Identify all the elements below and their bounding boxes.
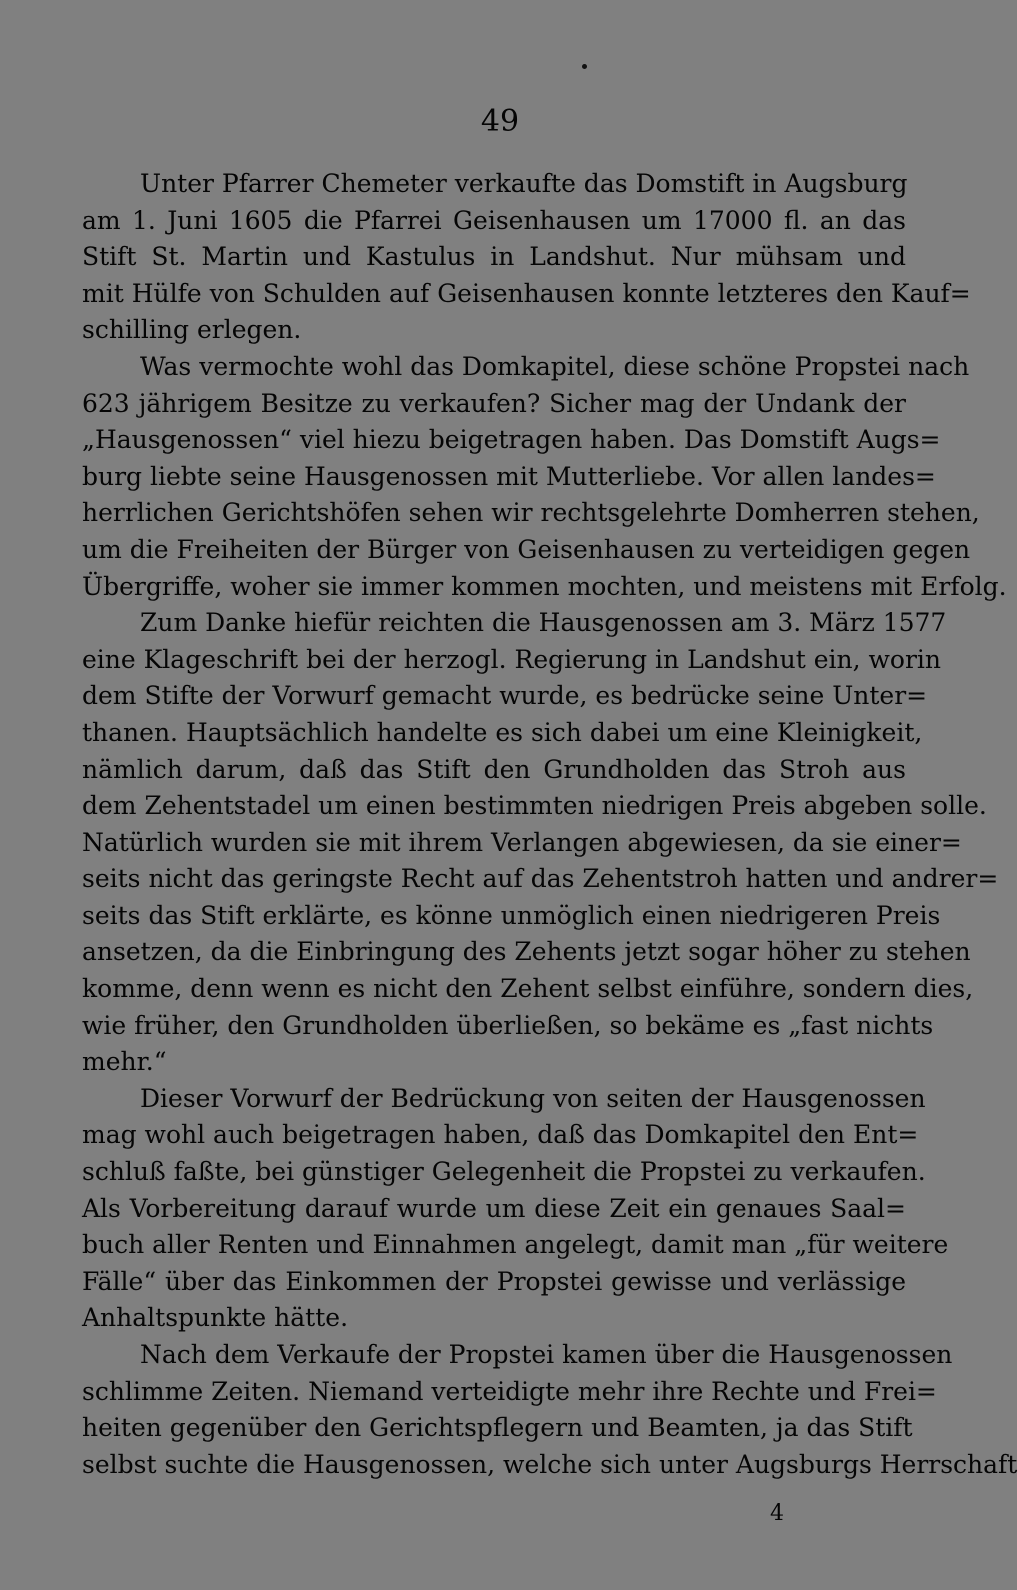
text-line: Nach dem Verkaufe der Propstei kamen über die Hausgenossen (140, 1340, 953, 1369)
text-line: schlimme Zeiten. Niemand verteidigte mehr ihre Rechte und Frei= (82, 1376, 937, 1406)
text-line: schluß faßte, bei günstiger Gelegenheit die Propstei zu verkaufen. (82, 1157, 926, 1187)
page-number: 49 (480, 104, 520, 139)
text-line: selbst suchte die Hausgenossen, welche sich unter Augsburgs Herrschaft (82, 1449, 1017, 1479)
text-line: herrlichen Gerichtshöfen sehen wir rechtsgelehrte Domherren stehen, (82, 498, 980, 528)
text-line: Dieser Vorwurf der Bedrückung von seiten der Hausgenossen (140, 1083, 926, 1113)
text-line: Unter Pfarrer Chemeter verkaufte das Domstift in Augsburg (140, 169, 908, 198)
text-line: seits das Stift erklärte, es könne unmöglich einen niedrigeren Preis (82, 900, 941, 930)
text-line: thanen. Hauptsächlich handelte es sich dabei um eine Kleinigkeit, (82, 717, 923, 747)
text-line: Zum Danke hiefür reichten die Hausgenossen am 3. März 1577 (140, 608, 947, 638)
text-line: mehr.“ (82, 1047, 167, 1077)
text-line: Als Vorbereitung darauf wurde um diese Zeit ein genaues Saal= (82, 1193, 906, 1223)
text-line: dem Zehentstadel um einen bestimmten niedrigen Preis abgeben solle. (82, 791, 987, 821)
text-line: Anhaltspunkte hätte. (82, 1303, 349, 1333)
ink-speck (582, 64, 587, 69)
text-line: am 1. Juni 1605 die Pfarrei Geisenhausen um 17000 fl. an das (82, 205, 906, 235)
paragraph (82, 1337, 1017, 1483)
paragraph (82, 605, 999, 1081)
text-line: nämlich darum, daß das Stift den Grundholden das Stroh aus (82, 754, 906, 784)
text-line: um die Freiheiten der Bürger von Geisenhausen zu verteidigen gegen (82, 534, 971, 564)
text-line: Übergriffe, woher sie immer kommen mochten, und meistens mit Erfolg. (82, 571, 1007, 601)
text-line: heiten gegenüber den Gerichtspflegern und Beamten, ja das Stift (82, 1413, 913, 1443)
text-line: ansetzen, da die Einbringung des Zehents jetzt sogar höher zu stehen (82, 937, 971, 967)
text-line: mit Hülfe von Schulden auf Geisenhausen konnte letzteres den Kauf= (82, 278, 971, 308)
paragraph (82, 349, 1007, 605)
text-line: burg liebte seine Hausgenossen mit Mutterliebe. Vor allen landes= (82, 461, 936, 491)
text-line: wie früher, den Grundholden überließen, so bekäme es „fast nichts (82, 1010, 934, 1040)
paragraph (82, 1081, 949, 1337)
text-line: „Hausgenossen“ viel hiezu beigetragen haben. Das Domstift Augs= (82, 425, 941, 455)
text-line: Was vermochte wohl das Domkapitel, diese schöne Propstei nach (140, 351, 970, 381)
text-line: Fälle“ über das Einkommen der Propstei gewisse und verlässige (82, 1266, 906, 1296)
text-line: dem Stifte der Vorwurf gemacht wurde, es bedrücke seine Unter= (82, 681, 928, 711)
body-text (82, 166, 1017, 1483)
text-line: schilling erlegen. (82, 315, 302, 345)
text-line: Natürlich wurden sie mit ihrem Verlangen abgewiesen, da sie einer= (82, 827, 962, 857)
text-line: seits nicht das geringste Recht auf das Zehentstroh hatten und andrer= (82, 864, 999, 894)
text-line: eine Klageschrift bei der herzogl. Regierung in Landshut ein, worin (82, 644, 942, 674)
text-line: Stift St. Martin und Kastulus in Landshut. Nur mühsam und (82, 242, 906, 272)
text-line: komme, denn wenn es nicht den Zehent selbst einführe, sondern dies, (82, 974, 974, 1004)
paragraph (82, 166, 971, 349)
signature-mark: 4 (770, 1501, 784, 1526)
text-line: mag wohl auch beigetragen haben, daß das Domkapitel den Ent= (82, 1120, 919, 1150)
text-line: 623 jährigem Besitze zu verkaufen? Sicher mag der Undank der (82, 388, 906, 418)
text-line: buch aller Renten und Einnahmen angelegt, damit man „für weitere (82, 1230, 949, 1260)
